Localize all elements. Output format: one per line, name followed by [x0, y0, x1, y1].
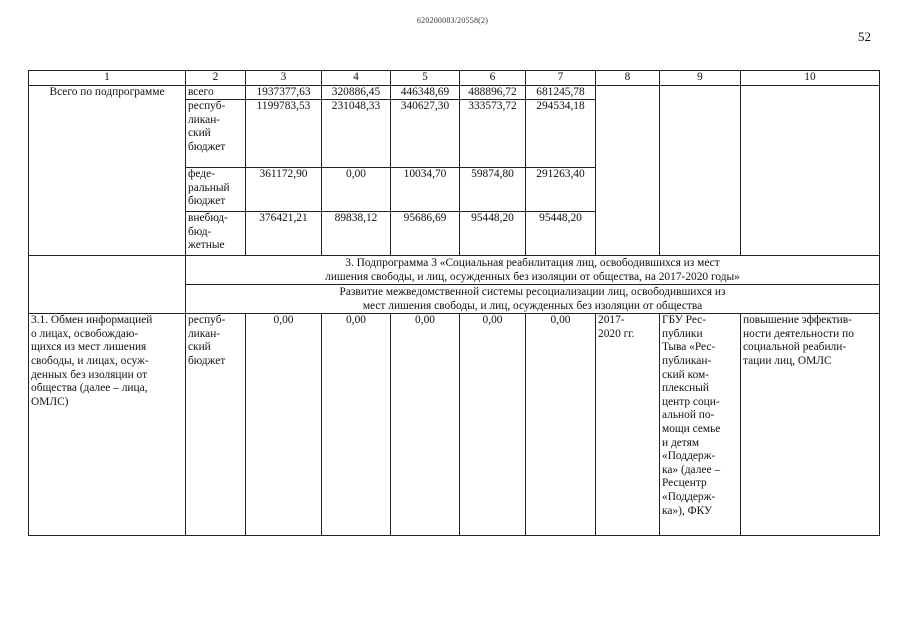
column-header: 4: [322, 71, 391, 86]
value-cell: 95686,69: [391, 212, 460, 256]
page-number: 52: [858, 29, 871, 44]
value-cell: 361172,90: [246, 168, 322, 212]
value-cell: 0,00: [526, 314, 596, 536]
value-cell: 291263,40: [526, 168, 596, 212]
period-cell: [596, 85, 660, 256]
section-title: 3. Подпрограмма 3 «Социальная реабилитация лиц, освободившихся из мест лишения свободы, и лиц, осужденных без изоляции от общества, на 2017-2020 годы»: [186, 256, 880, 285]
value-cell: 10034,70: [391, 168, 460, 212]
executor-cell: [660, 85, 741, 256]
section-row: [29, 256, 880, 285]
value-cell: 340627,30: [391, 100, 460, 168]
result-cell: повышение эффектив- ности деятельности по социальной реабили- тации лиц, ОМЛС: [741, 314, 880, 536]
value-cell: 446348,69: [391, 85, 460, 100]
document-id: 620200083/20558(2): [416, 16, 489, 25]
column-header: 5: [391, 71, 460, 86]
column-header: 10: [741, 71, 880, 86]
funding-source-cell: респуб- ликан- ский бюджет: [186, 314, 246, 536]
subsection-title: Развитие межведомственной системы ресоциализации лиц, освободившихся из мест лишения свободы, и лиц, осужденных без изоляции от общества: [186, 285, 880, 314]
funding-source-cell: всего: [186, 85, 246, 100]
value-cell: 0,00: [322, 314, 391, 536]
column-header: 7: [526, 71, 596, 86]
column-header: 2: [186, 71, 246, 86]
value-cell: 1199783,53: [246, 100, 322, 168]
value-cell: 1937377,63: [246, 85, 322, 100]
column-header: 9: [660, 71, 741, 86]
program-table: [28, 70, 880, 536]
value-cell: 0,00: [391, 314, 460, 536]
executor-cell: ГБУ Рес- публики Тыва «Рес- публикан- ский ком- плексный центр соци- альной по- мощи семье и детям «Поддерж- ка» (далее – Ресцентр «Поддерж- ка»), ФКУ: [660, 314, 741, 536]
column-header: 6: [460, 71, 526, 86]
table-row: [29, 314, 880, 536]
result-cell: [741, 85, 880, 256]
value-cell: 231048,33: [322, 100, 391, 168]
value-cell: 59874,80: [460, 168, 526, 212]
period-cell: 2017- 2020 гг.: [596, 314, 660, 536]
funding-source-cell: внебюд- бюд- жетные: [186, 212, 246, 256]
funding-source-cell: респуб- ликан- ский бюджет: [186, 100, 246, 168]
value-cell: 95448,20: [460, 212, 526, 256]
value-cell: 320886,45: [322, 85, 391, 100]
column-number-row: [29, 71, 880, 86]
total-label-cell: Всего по подпрограмме: [29, 85, 186, 256]
subsection-row: [29, 285, 880, 314]
value-cell: 294534,18: [526, 100, 596, 168]
value-cell: 0,00: [246, 314, 322, 536]
measure-name-cell: 3.1. Обмен информацией о лицах, освобождаю- щихся из мест лишения свободы, и лицах, осуж- денных без изоляции от общества (далее – лица, ОМЛС): [29, 314, 186, 536]
value-cell: 681245,78: [526, 85, 596, 100]
table-row: [29, 85, 880, 100]
value-cell: 333573,72: [460, 100, 526, 168]
column-header: 8: [596, 71, 660, 86]
value-cell: 0,00: [460, 314, 526, 536]
value-cell: 376421,21: [246, 212, 322, 256]
value-cell: 89838,12: [322, 212, 391, 256]
value-cell: 0,00: [322, 168, 391, 212]
funding-source-cell: феде- ральный бюджет: [186, 168, 246, 212]
column-header: 1: [29, 71, 186, 86]
column-header: 3: [246, 71, 322, 86]
value-cell: 488896,72: [460, 85, 526, 100]
value-cell: 95448,20: [526, 212, 596, 256]
